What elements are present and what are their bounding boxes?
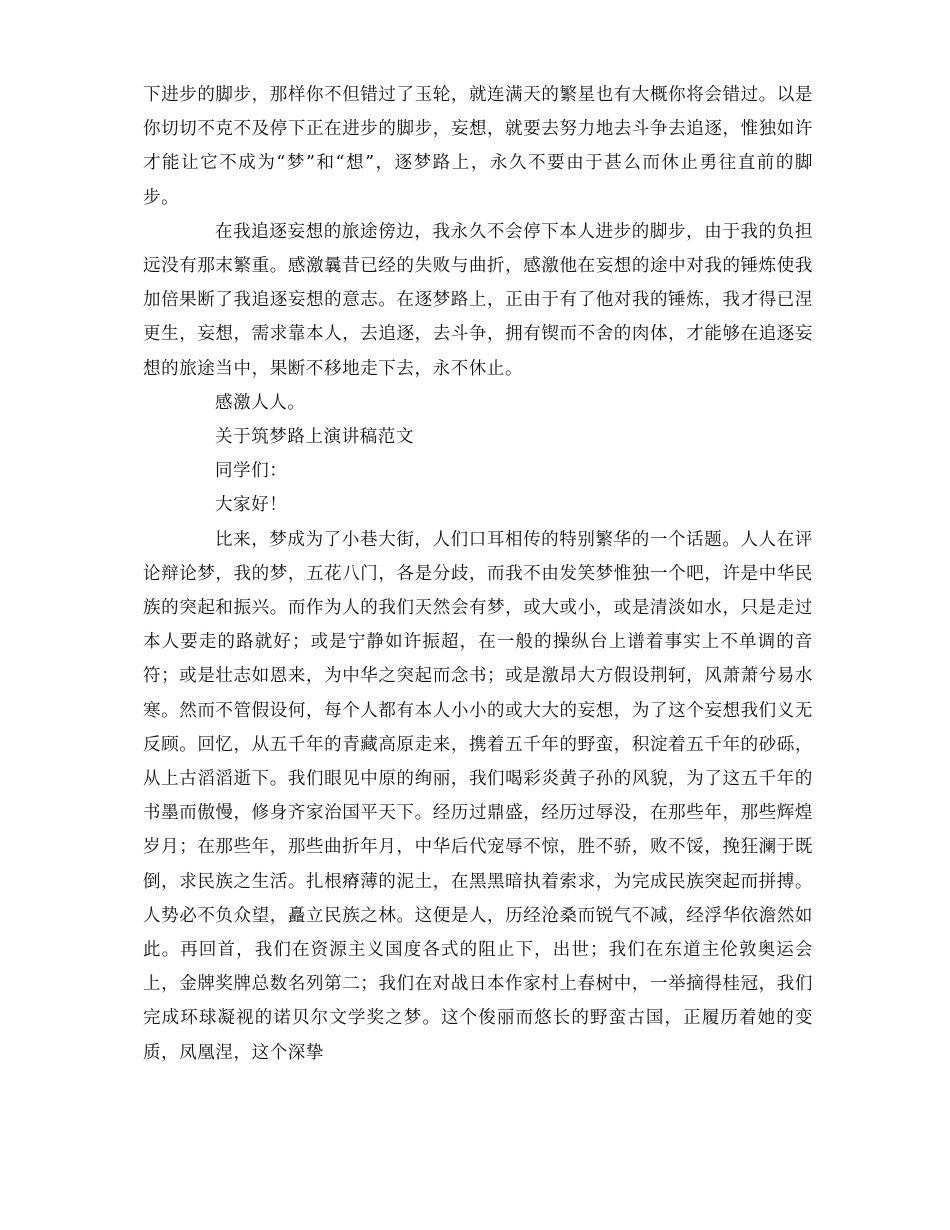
salutation: 同学们： [215,461,288,482]
section-heading: 关于筑梦路上演讲稿范文 [215,427,415,448]
paragraph-main-speech: 比来，梦成为了小巷大街，人们口耳相传的特别繁华的一个话题。人人在评论辩论梦，我的梦，五花八门，各是分歧，而我不由发笑梦惟独一个吧，许是中华民族的突起和振兴。而作为人的我们天然会有梦，或大或小，或是清淡如水，只是走过本人要走的路就好；或是宁静如许振超，在一般的操纵台上谱着事实上不单调的音符；或是壮志如恩来，为中华之突起而念书；或是激昂大方假设荆轲，风萧萧兮易水寒。然而不管假设何，每个人都有本人小小的或大大的妄想，为了这个妄想我们义无反顾。回忆，从五千年的青藏高原走来，携着五千年的野蛮，积淀着五千年的砂砾，从上古滔滔逝下。我们眼见中原的绚丽，我们喝彩炎黄子孙的风貌，为了这五千年的书墨而傲慢，修身齐家治国平天下。经历过鼎盛，经历过辱没，在那些年，那些辉煌岁月；在那些年，那些曲折年月，中华后代宠辱不惊，胜不骄，败不馁，挽狂澜于既倒，求民族之生活。扎根瘠薄的泥土，在黑黑暗执着索求，为完成民族突起而拼搏。人势必不负众望，矗立民族之林。这便是人，历经沧桑而锐气不减，经浮华依澹然如此。再回首，我们在资源主义国度各式的阻止下，出世；我们在东道主伦敦奥运会上，金牌奖牌总数名列第二；我们在对战日本作家村上春树中，一举摘得桂冠，我们完成环球凝视的诺贝尔文学奖之梦。这个俊丽而悠长的野蛮古国，正履历着她的变质，凤凰涅，这个深挚 [143,529,813,1063]
paragraph-continuation: 下进步的脚步，那样你不但错过了玉轮，就连满天的繁星也有大概你将会错过。以是你切切不克不及停下正在进步的脚步，妄想，就要去努力地去斗争去追逐，惟独如许才能让它不成为“梦”和“想”，逐梦路上，永久不要由于甚么而休止勇往直前的脚步。 [143,85,813,208]
document-body [143,78,813,1070]
paragraph-thanks: 感激人人。 [215,392,306,413]
greeting: 大家好！ [215,495,288,516]
paragraph-dream-journey: 在我追逐妄想的旅途傍边，我永久不会停下本人进步的脚步，由于我的负担远没有那末繁重。感激曩昔已经的失败与曲折，感激他在妄想的途中对我的锤炼使我加倍果断了我追逐妄想的意志。在逐梦路上，正由于有了他对我的锤炼，我才得已涅更生，妄想，需求靠本人，去追逐，去斗争，拥有锲而不舍的肉体，才能够在追逐妄想的旅途当中，果断不移地走下去，永不休止。 [143,221,813,379]
